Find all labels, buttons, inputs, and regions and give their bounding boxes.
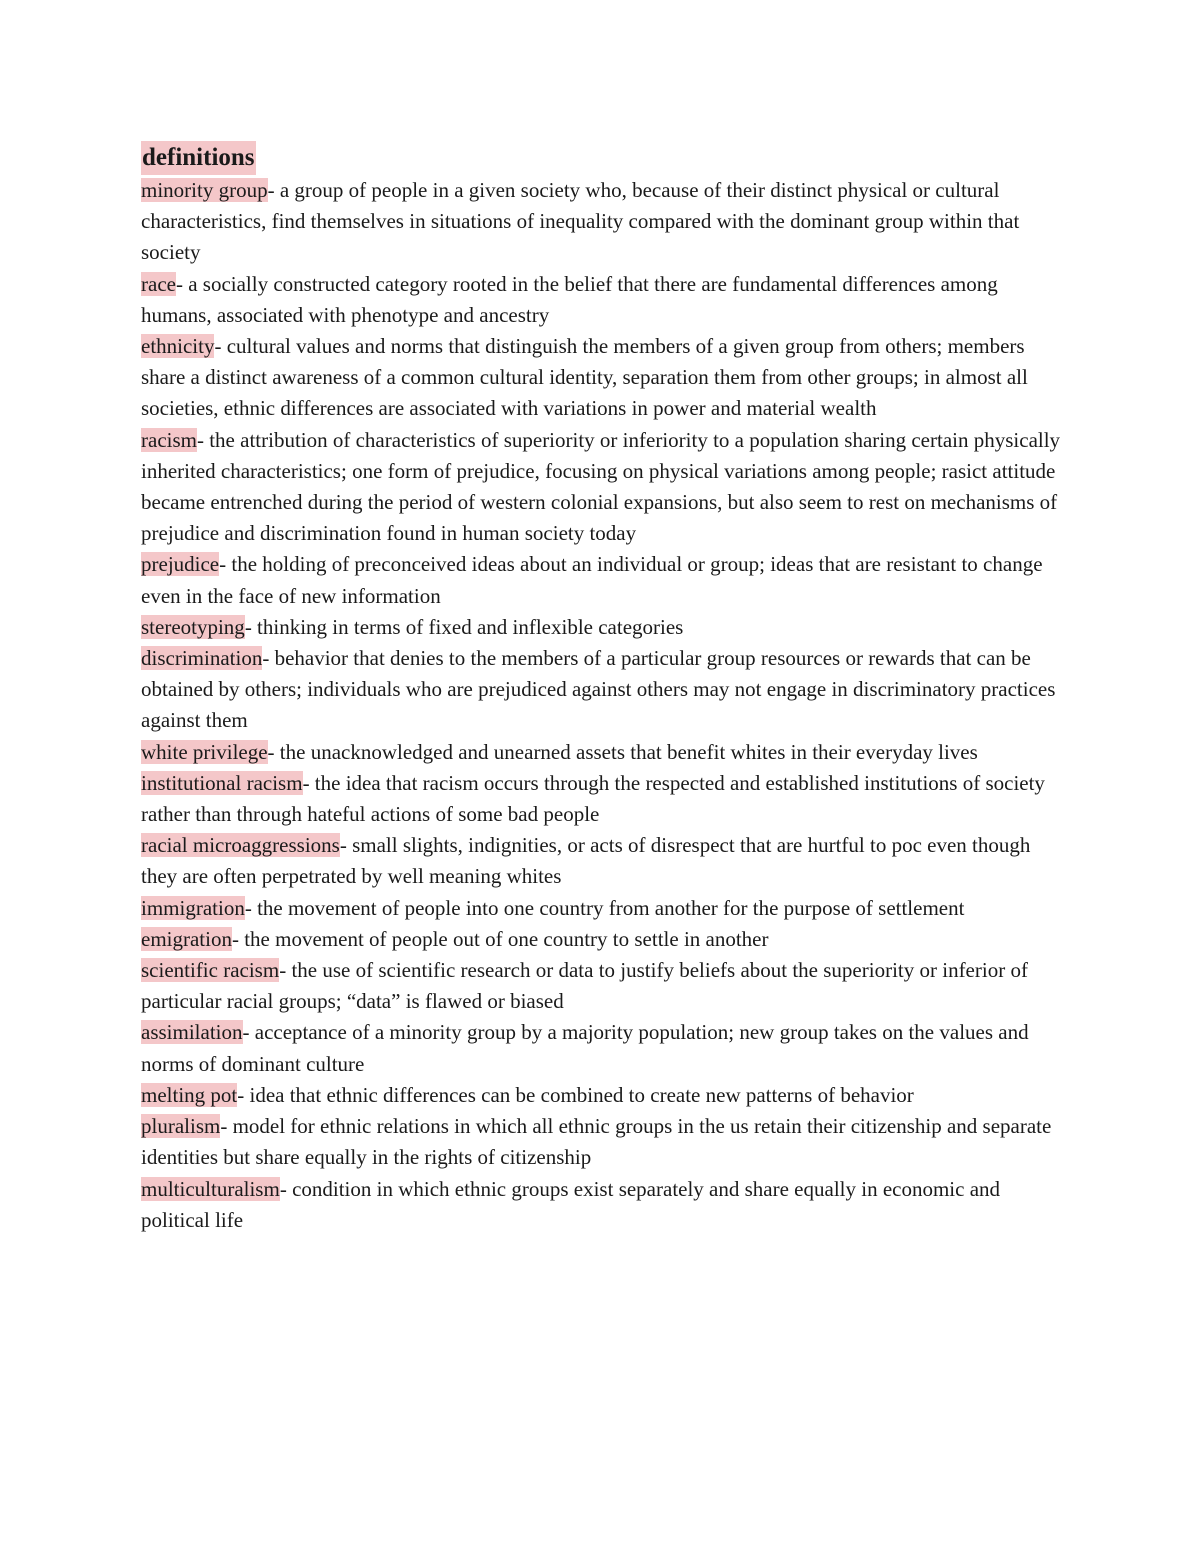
definition-entry-pluralism	[141, 1111, 1061, 1173]
term-discrimination: discrimination	[141, 646, 263, 671]
definition-text: - acceptance of a minority group by a majority population; new group takes on the values and norms of dominant culture	[141, 1020, 1029, 1076]
definition-entry-white-privilege	[141, 737, 1061, 768]
term-emigration: emigration	[141, 926, 232, 951]
term-scientific-racism: scientific racism	[141, 958, 280, 983]
term-multiculturalism: multiculturalism	[141, 1176, 280, 1201]
term-white-privilege: white privilege	[141, 739, 268, 764]
definition-entry-race	[141, 269, 1061, 331]
definition-entry-racial-microaggressions	[141, 830, 1061, 892]
definition-text: - the idea that racism occurs through the respected and established institutions of society rather than through hateful actions of some bad people	[141, 770, 1045, 827]
term-pluralism: pluralism	[141, 1114, 221, 1139]
definition-text: - the unacknowledged and unearned assets that benefit whites in their everyday lives	[267, 739, 978, 764]
term-immigration: immigration	[141, 895, 245, 920]
definition-entry-scientific-racism	[141, 955, 1061, 1017]
definition-entry-racism	[141, 425, 1061, 550]
definition-entry-ethnicity	[141, 331, 1061, 425]
term-racial-microaggressions: racial microaggressions	[141, 833, 340, 858]
definition-entry-discrimination	[141, 643, 1061, 737]
term-assimilation: assimilation	[141, 1020, 243, 1045]
definition-text: - the holding of preconceived ideas about an individual or group; ideas that are resistant to change even in the face of new information	[141, 552, 1043, 608]
definition-text: - a group of people in a given society who, because of their distinct physical or cultural characteristics, find themselves in situations of inequality compared with the dominant group within that society	[141, 178, 1020, 265]
term-minority-group: minority group	[141, 178, 268, 202]
definition-entry-assimilation	[141, 1017, 1061, 1079]
term-prejudice: prejudice	[141, 552, 220, 577]
document-title: definitions	[141, 141, 256, 175]
definition-text: - model for ethnic relations in which all ethnic groups in the us retain their citizenship and separate identities but share equally in the rights of citizenship	[141, 1114, 1052, 1170]
term-race: race	[141, 271, 176, 296]
definition-entry-multiculturalism	[141, 1174, 1061, 1236]
term-racism: racism	[141, 427, 197, 452]
definition-text: - cultural values and norms that distinguish the members of a given group from others; members share a distinct awareness of a common cultural identity, separation them from other groups; in almost all societies, ethnic differences are associated with variations in power and material wealth	[141, 334, 1028, 421]
term-institutional-racism: institutional racism	[141, 770, 303, 795]
definition-text: - small slights, indignities, or acts of disrespect that are hurtful to poc even though they are often perpetrated by well meaning whites	[141, 833, 1031, 889]
definition-text: - the attribution of characteristics of superiority or inferiority to a population sharing certain physically inherited characteristics; one form of prejudice, focusing on physical variations among people; rasict attitude became entrenched during the period of western colonial expansions, but also seem to rest on mechanisms of prejudice and discrimination found in human society today	[141, 427, 1061, 546]
document-body	[141, 141, 1061, 1236]
definition-text: - behavior that denies to the members of a particular group resources or rewards that can be obtained by others; individuals who are prejudiced against others may not engage in discriminatory practices against them	[141, 646, 1056, 733]
definition-entry-emigration	[141, 924, 1061, 955]
definition-text: - the use of scientific research or data to justify beliefs about the superiority or inferior of particular racial groups; “data” is flawed or biased	[141, 958, 1028, 1014]
term-ethnicity: ethnicity	[141, 334, 215, 359]
term-melting-pot: melting pot	[141, 1082, 238, 1107]
definition-text: - idea that ethnic differences can be combined to create new patterns of behavior	[237, 1082, 914, 1107]
definition-entry-institutional-racism	[141, 768, 1061, 830]
definition-entry-melting-pot	[141, 1080, 1061, 1111]
definition-entry-prejudice	[141, 549, 1061, 611]
definition-text: - thinking in terms of fixed and inflexible categories	[244, 614, 684, 639]
definition-text: - the movement of people into one country from another for the purpose of settlement	[244, 895, 965, 920]
definition-text: - a socially constructed category rooted in the belief that there are fundamental differences among humans, associated with phenotype and ancestry	[141, 271, 998, 327]
definition-entry-stereotyping	[141, 612, 1061, 643]
definition-entry-immigration	[141, 893, 1061, 924]
definition-list	[141, 175, 1061, 1236]
term-stereotyping: stereotyping	[141, 614, 245, 639]
definition-entry-minority-group	[141, 175, 1061, 269]
definition-text: - condition in which ethnic groups exist separately and share equally in economic and political life	[141, 1176, 1001, 1232]
definition-text: - the movement of people out of one country to settle in another	[231, 926, 769, 951]
